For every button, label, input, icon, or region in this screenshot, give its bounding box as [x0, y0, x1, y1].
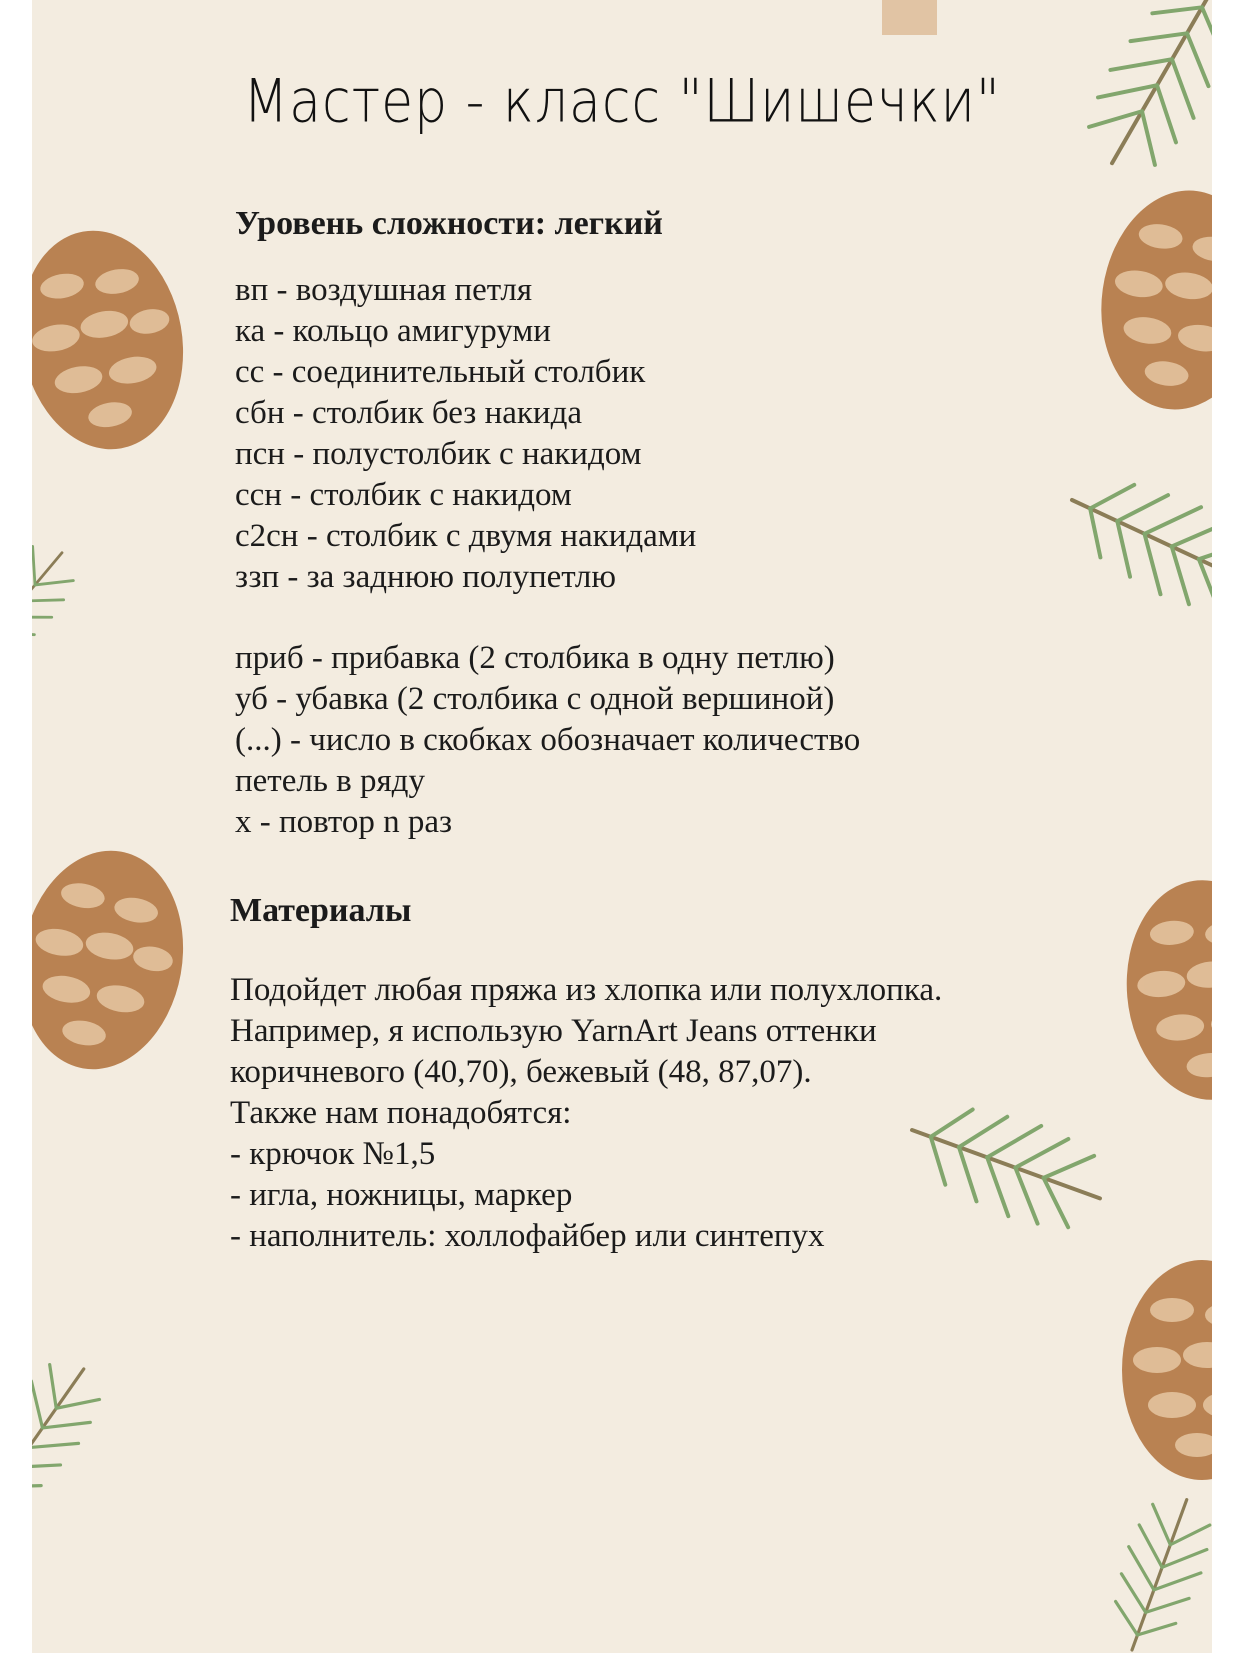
pinecone-left-top [32, 218, 200, 462]
list-item: - крючок №1,5 [230, 1136, 436, 1172]
materials-heading: Материалы [230, 892, 412, 929]
list-item: - наполнитель: холлофайбер или синтепух [230, 1218, 825, 1254]
difficulty-heading: Уровень сложности: легкий [235, 205, 663, 242]
page [32, 0, 1212, 1653]
list-item: вп - воздушная петля [235, 272, 533, 308]
abbreviation-list [235, 270, 696, 598]
pinecone-right-middle [1118, 873, 1212, 1106]
page-title: Мастер - класс "Шишечки" [243, 67, 1001, 137]
list-item: коричневого (40,70), бежевый (48, 87,07). [230, 1054, 812, 1090]
list-item: х - повтор n раз [235, 804, 453, 840]
notes-list [235, 638, 860, 843]
branch-bottom-right [1096, 1487, 1212, 1653]
list-item: с2сн - столбик с двумя накидами [235, 518, 697, 554]
branch-right [1052, 456, 1212, 628]
pinecone-left-middle [32, 838, 200, 1082]
list-item: Подойдет любая пряжа из хлопка или полухлопка. [230, 972, 943, 1008]
list-item: ссн - столбик с накидом [235, 477, 572, 513]
list-item: приб - прибавка (2 столбика в одну петлю) [235, 640, 835, 676]
list-item: петель в ряду [235, 763, 425, 799]
branch-left [32, 531, 88, 681]
list-item: псн - полустолбик с накидом [235, 436, 642, 472]
list-item: ка - кольцо амигуруми [235, 313, 551, 349]
list-item: Также нам понадобятся: [230, 1095, 572, 1131]
pinecone-right-bottom [1122, 1260, 1212, 1480]
list-item: ззп - за заднюю полупетлю [235, 559, 616, 595]
pinecone-right-top [1087, 180, 1212, 420]
list-item: (...) - число в скобках обозначает количество [235, 722, 861, 758]
branch-left-bottom [32, 1347, 115, 1522]
list-item: сс - соединительный столбик [235, 354, 646, 390]
list-item: Например, я использую YarnArt Jeans оттенки [230, 1013, 877, 1049]
materials-list [230, 970, 942, 1257]
list-item: сбн - столбик без накида [235, 395, 583, 431]
list-item: уб - убавка (2 столбика с одной вершиной) [235, 681, 835, 717]
list-item: - игла, ножницы, маркер [230, 1177, 573, 1213]
